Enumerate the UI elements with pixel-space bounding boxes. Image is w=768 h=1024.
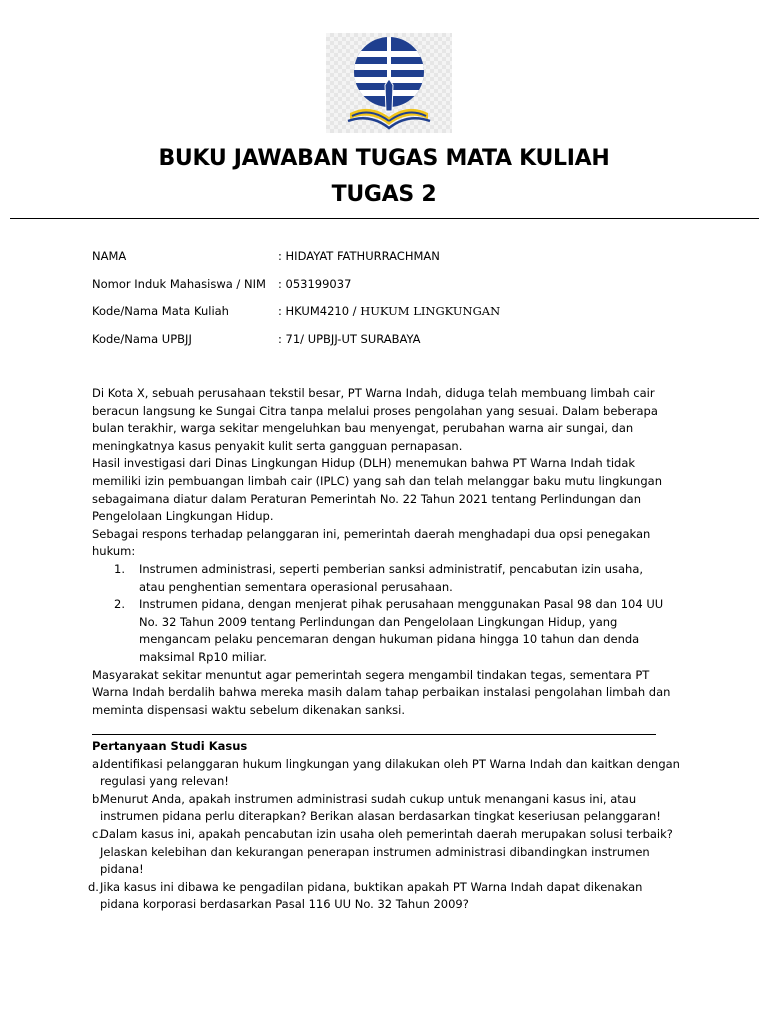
list-item xyxy=(92,561,672,596)
case-paragraph-4: Masyarakat sekitar menuntut agar pemerintah segera mengambil tindakan tegas, sementara PT Warna Indah berdalih bahwa mereka masih dalam tahap perbaikan instalasi pengolahan limbah dan meminta dispensasi waktu sebelum dikenakan sanksi. xyxy=(92,667,671,717)
question-label: b. xyxy=(92,791,103,806)
question-text: Menurut Anda, apakah instrumen administrasi sudah cukup untuk menangani kasus ini, atau instrumen pidana perlu diterapkan? Berikan alasan berdasarkan tingkat keseriusan pelanggaran! xyxy=(100,791,661,824)
question-item xyxy=(92,826,682,879)
identity-label: NAMA xyxy=(92,249,127,263)
questions-heading: Pertanyaan Studi Kasus xyxy=(92,739,248,753)
list-item-text: Instrumen administrasi, seperti pemberian sanksi administratif, pencabutan izin usaha, atau penghentian sementara operasional perusahaan. xyxy=(139,561,644,594)
question-text: Identifikasi pelanggaran hukum lingkungan yang dilakukan oleh PT Warna Indah dan kaitkan dengan regulasi yang relevan! xyxy=(100,756,680,789)
identity-value: : HIDAYAT FATHURRACHMAN xyxy=(278,249,440,263)
identity-value xyxy=(278,303,500,319)
question-item xyxy=(92,756,682,791)
identity-row-course xyxy=(92,303,692,331)
list-item-number: 2. xyxy=(114,597,125,612)
list-item xyxy=(92,596,672,666)
identity-value-prefix: : HKUM4210 / xyxy=(278,304,361,318)
list-item-number: 1. xyxy=(114,561,125,576)
identity-value: : 71/ UPBJJ-UT SURABAYA xyxy=(278,331,421,346)
question-label: d. xyxy=(88,879,99,894)
identity-value: : 053199037 xyxy=(278,276,352,291)
identity-row-nim xyxy=(92,276,692,304)
university-logo xyxy=(326,33,452,133)
identity-row-upbjj xyxy=(92,331,692,359)
case-paragraph-3: Sebagai respons terhadap pelanggaran ini, pemerintah daerah menghadapi dua opsi penegakan hukum: xyxy=(92,526,651,559)
question-item xyxy=(92,791,682,826)
question-item xyxy=(88,879,682,914)
section-divider xyxy=(92,734,656,735)
identity-label: Kode/Nama UPBJJ xyxy=(92,331,192,346)
identity-row-name xyxy=(92,248,692,276)
question-label: a. xyxy=(92,756,103,771)
case-paragraph-2: Hasil investigasi dari Dinas Lingkungan Hidup (DLH) menemukan bahwa PT Warna Indah tidak memiliki izin pembuangan limbah cair (IPLC) yang sah dan telah melanggar baku mutu lingkungan sebagaimana diatur dalam Peraturan Pemerintah No. 22 Tahun 2021 tentang Perlindungan dan Pengelolaan Lingkungan Hidup. xyxy=(92,456,662,524)
page-title-line2: TUGAS 2 xyxy=(331,182,437,207)
list-item-text: Instrumen pidana, dengan menjerat pihak perusahaan menggunakan Pasal 98 dan 104 UU No. 32 Tahun 2009 tentang Perlindungan dan Pengelolaan Lingkungan Hidup, yang mengancam pelaku pencemaran dengan hukuman pidana hingga 10 tahun dan denda maksimal Rp10 miliar. xyxy=(139,597,664,664)
identity-label: Nomor Induk Mahasiswa / NIM xyxy=(92,276,266,291)
page-title-line1: BUKU JAWABAN TUGAS MATA KULIAH xyxy=(158,146,610,171)
question-text: Dalam kasus ini, apakah pencabutan izin usaha oleh pemerintah daerah merupakan solusi terbaik? Jelaskan kelebihan dan kekurangan penerapan instrumen administrasi dibandingkan instrumen pidana! xyxy=(100,826,673,877)
header-divider xyxy=(10,218,759,219)
case-paragraph-1: Di Kota X, sebuah perusahaan tekstil besar, PT Warna Indah, diduga telah membuang limbah cair beracun langsung ke Sungai Citra tanpa melalui proses pengolahan yang sesuai. Dalam beberapa bulan terakhir, warga sekitar mengeluhkan bau menyengat, perubahan warna air sungai, dan meningkatnya kasus penyakit kulit serta gangguan pernapasan. xyxy=(92,386,658,453)
identity-label: Kode/Nama Mata Kuliah xyxy=(92,304,229,318)
case-questions xyxy=(88,738,682,914)
universitas-terbuka-logo-icon xyxy=(326,33,452,133)
student-identity xyxy=(92,248,692,358)
question-text: Jika kasus ini dibawa ke pengadilan pidana, buktikan apakah PT Warna Indah dapat dikenakan pidana korporasi berdasarkan Pasal 116 UU No. 32 Tahun 2009? xyxy=(100,879,643,912)
case-description xyxy=(92,385,672,719)
question-label: c. xyxy=(92,826,102,841)
enforcement-options-list xyxy=(92,561,672,667)
identity-value-course-name: HUKUM LINGKUNGAN xyxy=(360,304,501,318)
